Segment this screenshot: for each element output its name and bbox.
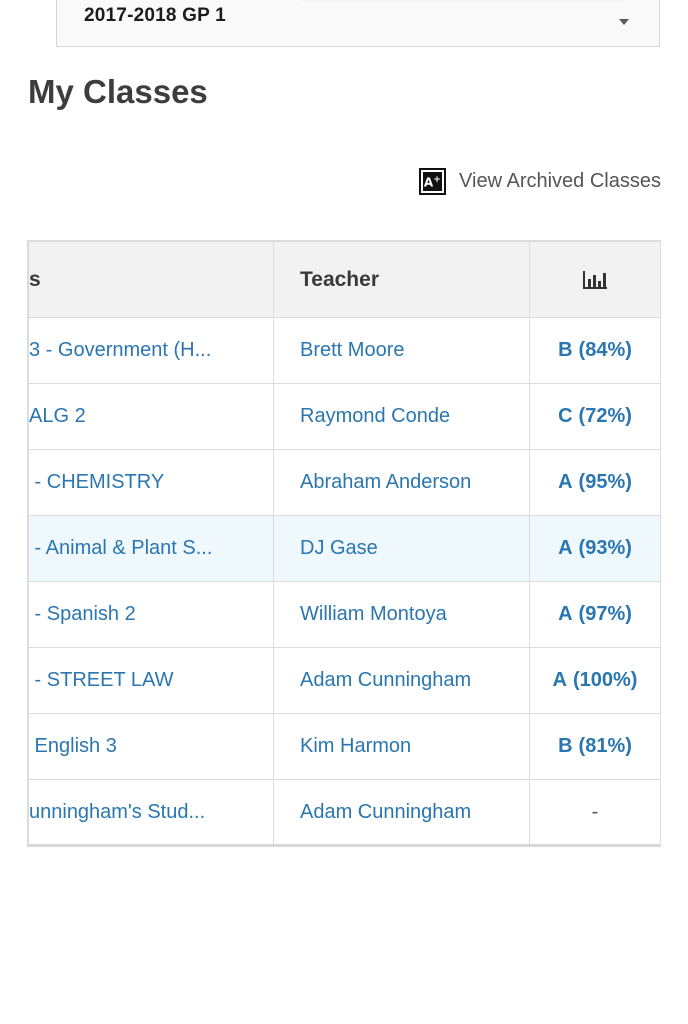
teacher-name-link[interactable]: Brett Moore xyxy=(274,318,530,384)
table-header-row xyxy=(29,242,661,318)
grade-letter: A xyxy=(558,603,573,625)
grade-link[interactable] xyxy=(530,648,661,714)
chevron-down-icon[interactable] xyxy=(619,19,629,25)
archive-a-plus-icon xyxy=(419,168,446,195)
grade-letter: B xyxy=(558,339,573,361)
column-header-teacher[interactable]: Teacher xyxy=(274,242,530,318)
view-archived-classes-link[interactable] xyxy=(419,167,661,195)
column-header-class[interactable]: s xyxy=(29,242,274,318)
grade-percent: (81%) xyxy=(578,735,632,757)
class-name-link[interactable]: unningham's Stud... xyxy=(29,780,274,846)
grade-link[interactable] xyxy=(530,450,661,516)
dropdown-shadow xyxy=(297,0,627,2)
table-row[interactable] xyxy=(29,318,661,384)
grade-link[interactable] xyxy=(530,318,661,384)
classes-table xyxy=(28,241,661,846)
svg-text:+: + xyxy=(433,174,441,185)
grade-letter: B xyxy=(558,735,573,757)
table-row[interactable] xyxy=(29,582,661,648)
teacher-name-link[interactable]: Abraham Anderson xyxy=(274,450,530,516)
table-row[interactable] xyxy=(29,648,661,714)
teacher-name-link[interactable]: Raymond Conde xyxy=(274,384,530,450)
svg-text:A: A xyxy=(423,175,434,189)
grade-letter: A xyxy=(552,669,567,691)
grade-percent: (84%) xyxy=(578,339,632,361)
table-row[interactable] xyxy=(29,384,661,450)
term-select-value: 2017-2018 GP 1 xyxy=(84,5,226,26)
grade-link[interactable] xyxy=(530,384,661,450)
table-row[interactable] xyxy=(29,516,661,582)
table-row[interactable] xyxy=(29,714,661,780)
grade-percent: (72%) xyxy=(578,405,632,427)
grade-letter: A xyxy=(558,537,573,559)
grade-link: - xyxy=(530,780,661,846)
teacher-name-link[interactable]: Adam Cunningham xyxy=(274,780,530,846)
view-archived-classes-label: View Archived Classes xyxy=(459,169,661,192)
grade-link[interactable] xyxy=(530,714,661,780)
bar-chart-icon xyxy=(581,269,609,291)
teacher-name-link[interactable]: DJ Gase xyxy=(274,516,530,582)
grade-percent: (100%) xyxy=(572,669,638,691)
grade-link[interactable] xyxy=(530,516,661,582)
grade-percent: (93%) xyxy=(578,537,632,559)
class-name-link[interactable]: - CHEMISTRY xyxy=(29,450,274,516)
teacher-name-link[interactable]: Adam Cunningham xyxy=(274,648,530,714)
class-name-link[interactable]: ALG 2 xyxy=(29,384,274,450)
grade-letter: C xyxy=(558,405,573,427)
class-name-link[interactable]: - Spanish 2 xyxy=(29,582,274,648)
table-row[interactable] xyxy=(29,780,661,846)
class-name-link[interactable]: - Animal & Plant S... xyxy=(29,516,274,582)
class-name-link[interactable]: 3 - Government (H... xyxy=(29,318,274,384)
class-name-link[interactable]: English 3 xyxy=(29,714,274,780)
classes-table-container[interactable] xyxy=(27,240,661,847)
grade-percent: (97%) xyxy=(578,603,632,625)
term-select-dropdown[interactable] xyxy=(56,0,660,47)
grade-link[interactable] xyxy=(530,582,661,648)
column-header-grade[interactable] xyxy=(530,242,661,318)
page-title: My Classes xyxy=(28,73,208,110)
class-name-link[interactable]: - STREET LAW xyxy=(29,648,274,714)
grade-letter: A xyxy=(558,471,573,493)
teacher-name-link[interactable]: William Montoya xyxy=(274,582,530,648)
table-row[interactable] xyxy=(29,450,661,516)
teacher-name-link[interactable]: Kim Harmon xyxy=(274,714,530,780)
grade-percent: (95%) xyxy=(578,471,632,493)
